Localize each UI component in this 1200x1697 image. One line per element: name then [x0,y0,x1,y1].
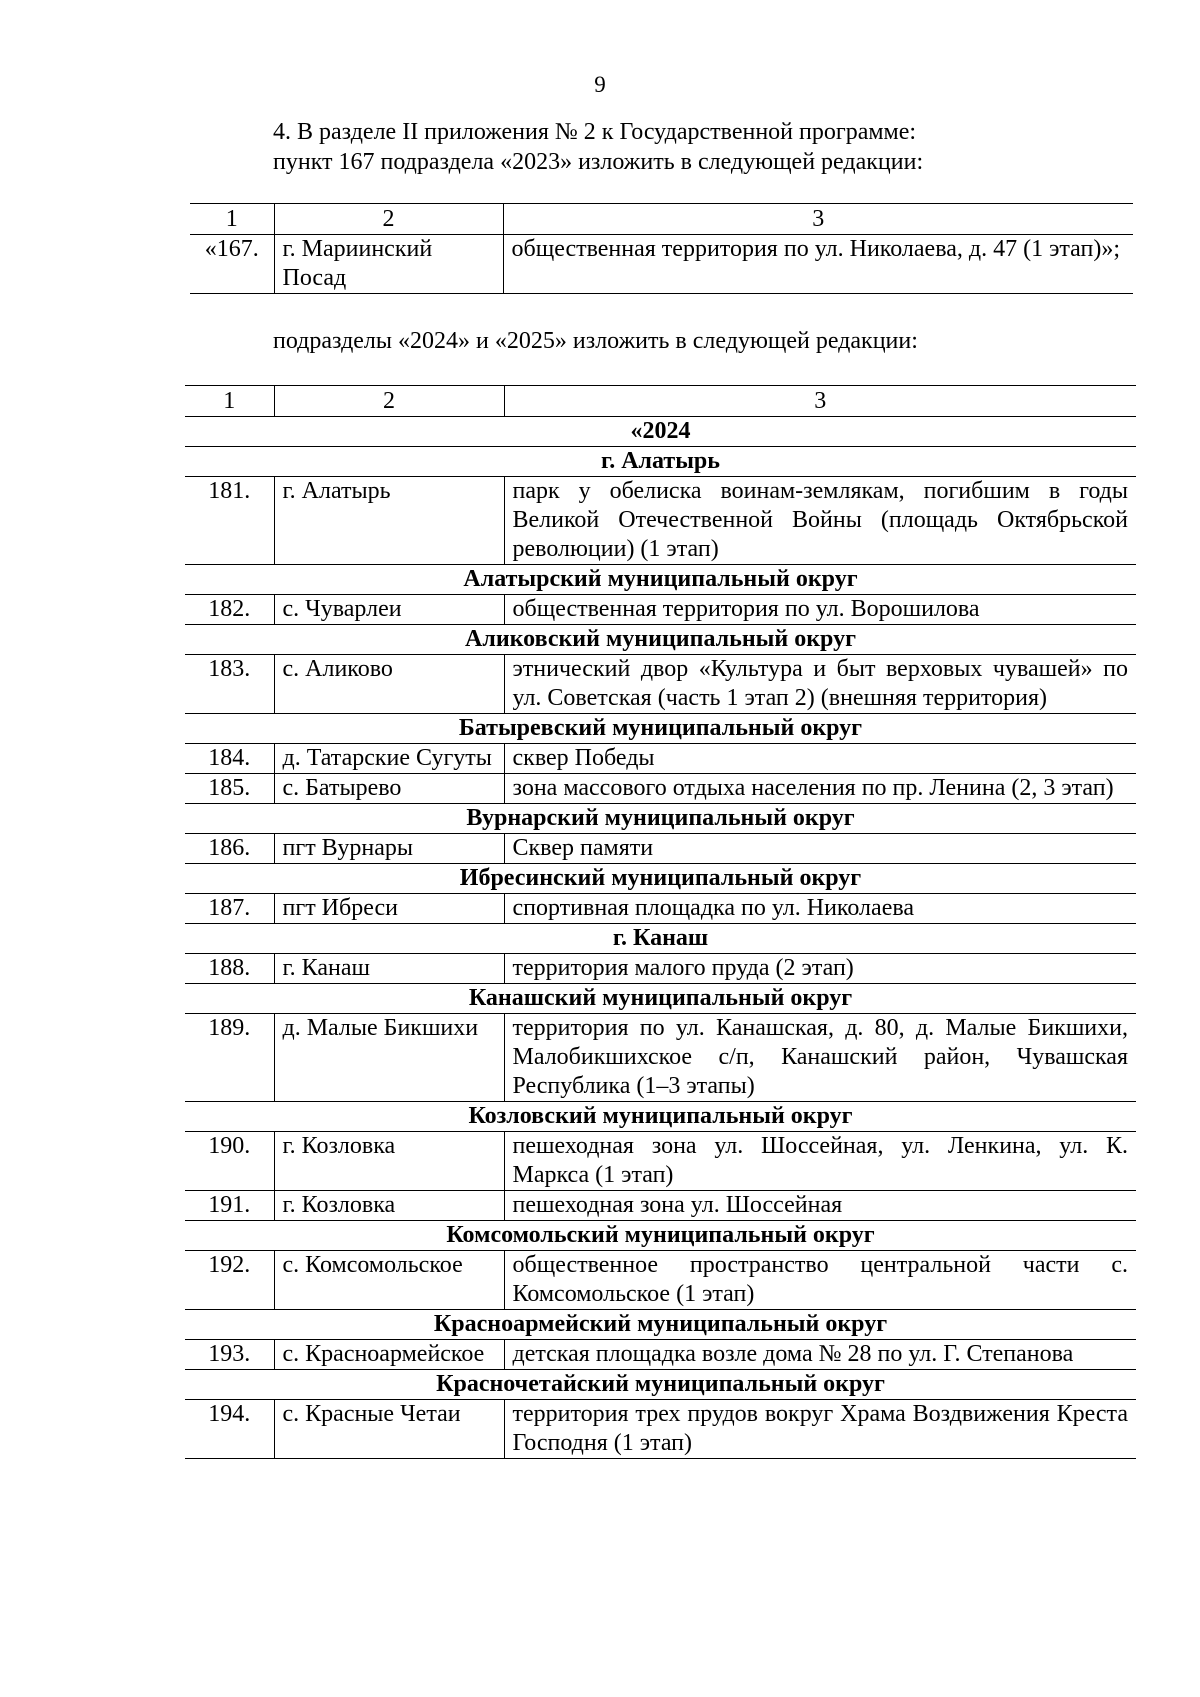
section-heading: Красночетайский муниципальный округ [185,1370,1136,1400]
object-description: общественная территория по ул. Ворошилова [504,595,1136,625]
section-heading: г. Алатырь [185,447,1136,477]
item-number: 187. [185,894,274,924]
settlement-name: с. Чуварлеи [274,595,504,625]
item-number: 181. [185,477,274,565]
table-row [185,1340,1136,1370]
settlement-name: г. Алатырь [274,477,504,565]
settlement-name: с. Аликово [274,655,504,714]
table-row [185,1400,1136,1459]
object-description: общественное пространство центральной части с. Комсомольское (1 этап) [504,1251,1136,1310]
column-header: 1 [185,386,274,417]
object-description: спортивная площадка по ул. Николаева [504,894,1136,924]
table-row [190,235,1133,294]
object-description: сквер Победы [504,744,1136,774]
table-item-167 [190,203,1133,294]
item-number: 186. [185,834,274,864]
section-heading: Батыревский муниципальный округ [185,714,1136,744]
table-row [185,1251,1136,1310]
column-header: 2 [274,204,503,235]
section-row [185,625,1136,655]
table-body [185,386,1136,1459]
item-number: 185. [185,774,274,804]
intro-line-1: 4. В разделе II приложения № 2 к Государственной программе: [273,119,917,145]
column-header: 2 [274,386,504,417]
section-heading: г. Канаш [185,924,1136,954]
section-row [185,984,1136,1014]
item-number: 188. [185,954,274,984]
table-row [185,954,1136,984]
object-description: зона массового отдыха населения по пр. Ленина (2, 3 этап) [504,774,1136,804]
table-row [185,655,1136,714]
section-heading: Ибресинский муниципальный округ [185,864,1136,894]
section-heading: Канашский муниципальный округ [185,984,1136,1014]
object-description: парк у обелиска воинам-землякам, погибшим в годы Великой Отечественной Войны (площадь Октябрьской революции) (1 этап) [504,477,1136,565]
table-row [185,894,1136,924]
column-header: 1 [190,204,274,235]
object-description: пешеходная зона ул. Шоссейная, ул. Ленкина, ул. К. Маркса (1 этап) [504,1132,1136,1191]
table-header-row [190,204,1133,235]
settlement-name: пгт Вурнары [274,834,504,864]
section-row [185,447,1136,477]
section-heading: «2024 [185,417,1136,447]
object-description: территория трех прудов вокруг Храма Воздвижения Креста Господня (1 этап) [504,1400,1136,1459]
settlement-name: с. Комсомольское [274,1251,504,1310]
table-header-row [185,386,1136,417]
settlement-name: с. Красные Четаи [274,1400,504,1459]
section-row [185,565,1136,595]
settlement-name: с. Батырево [274,774,504,804]
table-row [185,1014,1136,1102]
section-row [185,1310,1136,1340]
section-row [185,1221,1136,1251]
page-number: 9 [594,72,606,97]
column-header: 3 [503,204,1133,235]
table-sections-2024 [185,385,1136,1459]
column-header: 3 [504,386,1136,417]
table-row [185,1132,1136,1191]
table-row [185,834,1136,864]
item-number: «167. [190,235,274,294]
section-heading: Вурнарский муниципальный округ [185,804,1136,834]
item-number: 191. [185,1191,274,1221]
object-description: Сквер памяти [504,834,1136,864]
section-heading: Алатырский муниципальный округ [185,565,1136,595]
object-description: пешеходная зона ул. Шоссейная [504,1191,1136,1221]
settlement-name: с. Красноармейское [274,1340,504,1370]
section-heading: Козловский муниципальный округ [185,1102,1136,1132]
section-row [185,417,1136,447]
item-number: 193. [185,1340,274,1370]
section-row [185,924,1136,954]
table-row [185,774,1136,804]
table-body [190,204,1133,294]
item-number: 182. [185,595,274,625]
object-description: территория по ул. Канашская, д. 80, д. Малые Бикшихи, Малобикшихское с/п, Канашский район, Чувашская Республика (1–3 этапы) [504,1014,1136,1102]
settlement-name: г. Канаш [274,954,504,984]
section-row [185,864,1136,894]
between-paragraph: подразделы «2024» и «2025» изложить в следующей редакции: [273,328,918,354]
section-heading: Красноармейский муниципальный округ [185,1310,1136,1340]
item-number: 183. [185,655,274,714]
item-number: 189. [185,1014,274,1102]
section-row [185,1370,1136,1400]
object-description: территория малого пруда (2 этап) [504,954,1136,984]
table-row [185,744,1136,774]
section-row [185,714,1136,744]
object-description: детская площадка возле дома № 28 по ул. Г. Степанова [504,1340,1136,1370]
section-row [185,804,1136,834]
settlement-name: г. Козловка [274,1132,504,1191]
object-description: общественная территория по ул. Николаева, д. 47 (1 этап)»; [503,235,1133,294]
settlement-name: г. Мариинский Посад [274,235,503,294]
section-row [185,1102,1136,1132]
table-row [185,595,1136,625]
item-number: 190. [185,1132,274,1191]
section-heading: Аликовский муниципальный округ [185,625,1136,655]
section-heading: Комсомольский муниципальный округ [185,1221,1136,1251]
table-row [185,1191,1136,1221]
table-row [185,477,1136,565]
settlement-name: д. Татарские Сугуты [274,744,504,774]
settlement-name: г. Козловка [274,1191,504,1221]
object-description: этнический двор «Культура и быт верховых чувашей» по ул. Советская (часть 1 этап 2) (внешняя территория) [504,655,1136,714]
settlement-name: д. Малые Бикшихи [274,1014,504,1102]
settlement-name: пгт Ибреси [274,894,504,924]
item-number: 184. [185,744,274,774]
intro-line-2: пункт 167 подраздела «2023» изложить в следующей редакции: [273,149,924,175]
item-number: 194. [185,1400,274,1459]
item-number: 192. [185,1251,274,1310]
